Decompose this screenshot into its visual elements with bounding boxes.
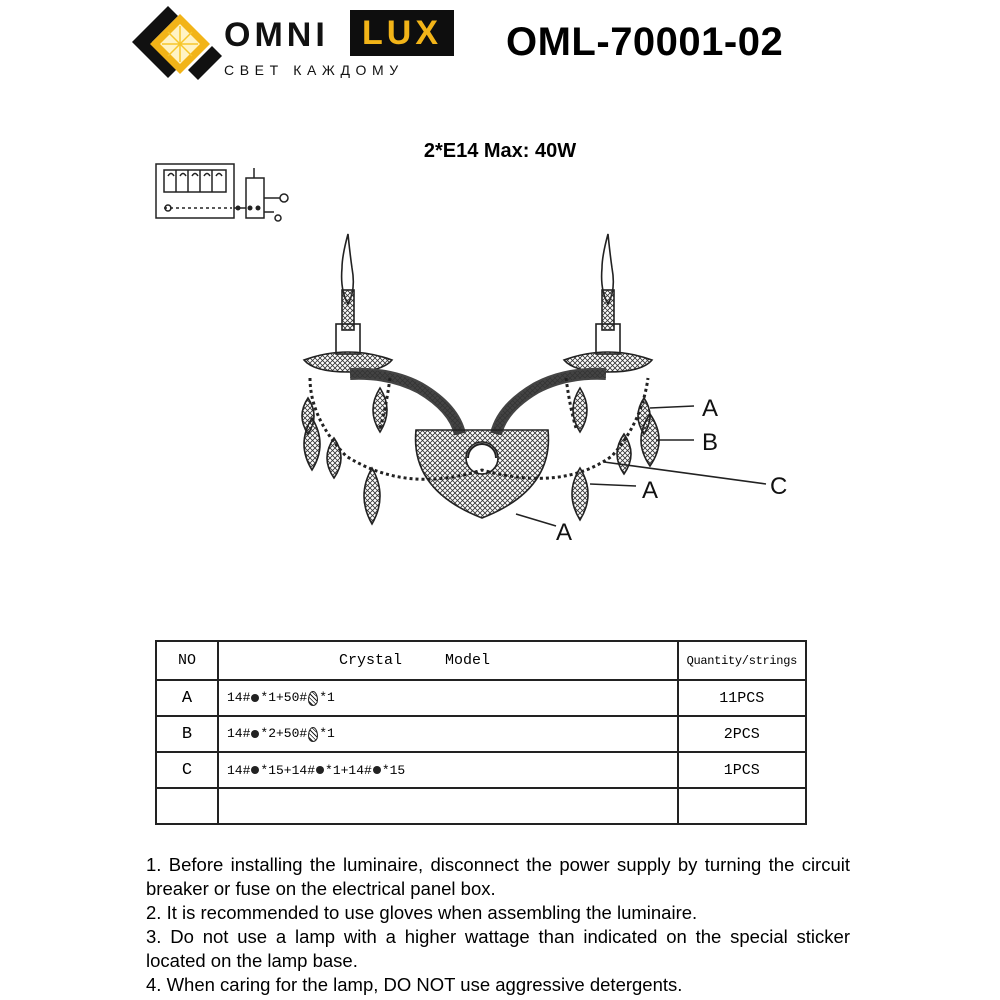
brand-name-omni: OMNI	[224, 16, 329, 54]
callout-a-mid: A	[642, 477, 659, 504]
row-qty: 11PCS	[678, 680, 806, 716]
table-row	[156, 680, 806, 716]
note-item: 4. When caring for the lamp, DO NOT use aggressive detergents.	[146, 974, 683, 995]
table-row	[156, 716, 806, 752]
row-model: 14# *1+50# *1	[218, 680, 678, 716]
row-qty: 1PCS	[678, 752, 806, 788]
table-header-row	[156, 641, 806, 680]
row-model: 14# *2+50# *1	[218, 716, 678, 752]
brand-name-lux: LUX	[350, 10, 454, 56]
header-quantity: Quantity/strings	[678, 641, 806, 680]
round-bead-icon	[251, 766, 259, 774]
header-crystal-model	[218, 641, 678, 680]
callout-a-top: A	[702, 395, 719, 422]
callout-c: C	[770, 473, 788, 500]
brand-tagline: СВЕТ КАЖДОМУ	[224, 62, 404, 78]
table-row	[156, 752, 806, 788]
crystal-parts-table	[155, 640, 807, 825]
note-item: 2. It is recommended to use gloves when assembling the luminaire.	[146, 902, 698, 923]
callout-b: B	[702, 429, 719, 456]
round-bead-icon	[251, 694, 259, 702]
brand-logo	[128, 4, 468, 84]
round-bead-icon	[251, 730, 259, 738]
model-code: OML-70001-02	[506, 20, 784, 64]
row-no: A	[156, 680, 218, 716]
row-model: 14# *15+14# *1+14# *15	[218, 752, 678, 788]
wiring-diagram-icon	[154, 158, 294, 230]
header-model: Model	[445, 652, 491, 669]
round-bead-icon	[316, 766, 324, 774]
drop-crystal-icon	[308, 727, 318, 742]
lamp-spec: 2*E14 Max: 40W	[423, 140, 577, 162]
note-item: 1. Before installing the luminaire, disconnect the power supply by turning the circuit breaker or fuse on the electrical panel box.	[146, 854, 850, 899]
drop-crystal-icon	[308, 691, 318, 706]
callout-a-bottom: A	[556, 519, 573, 546]
header-crystal: Crystal	[339, 652, 403, 669]
row-qty: 2PCS	[678, 716, 806, 752]
row-no: C	[156, 752, 218, 788]
row-no: B	[156, 716, 218, 752]
table-tail-row	[156, 788, 806, 824]
round-bead-icon	[373, 766, 381, 774]
header-no: NO	[156, 641, 218, 680]
luminaire-drawing	[290, 228, 800, 548]
note-item: 3. Do not use a lamp with a higher wattage than indicated on the special sticker located on the lamp base.	[146, 926, 850, 971]
logo-mark-icon	[128, 4, 224, 84]
safety-notes	[146, 853, 850, 997]
